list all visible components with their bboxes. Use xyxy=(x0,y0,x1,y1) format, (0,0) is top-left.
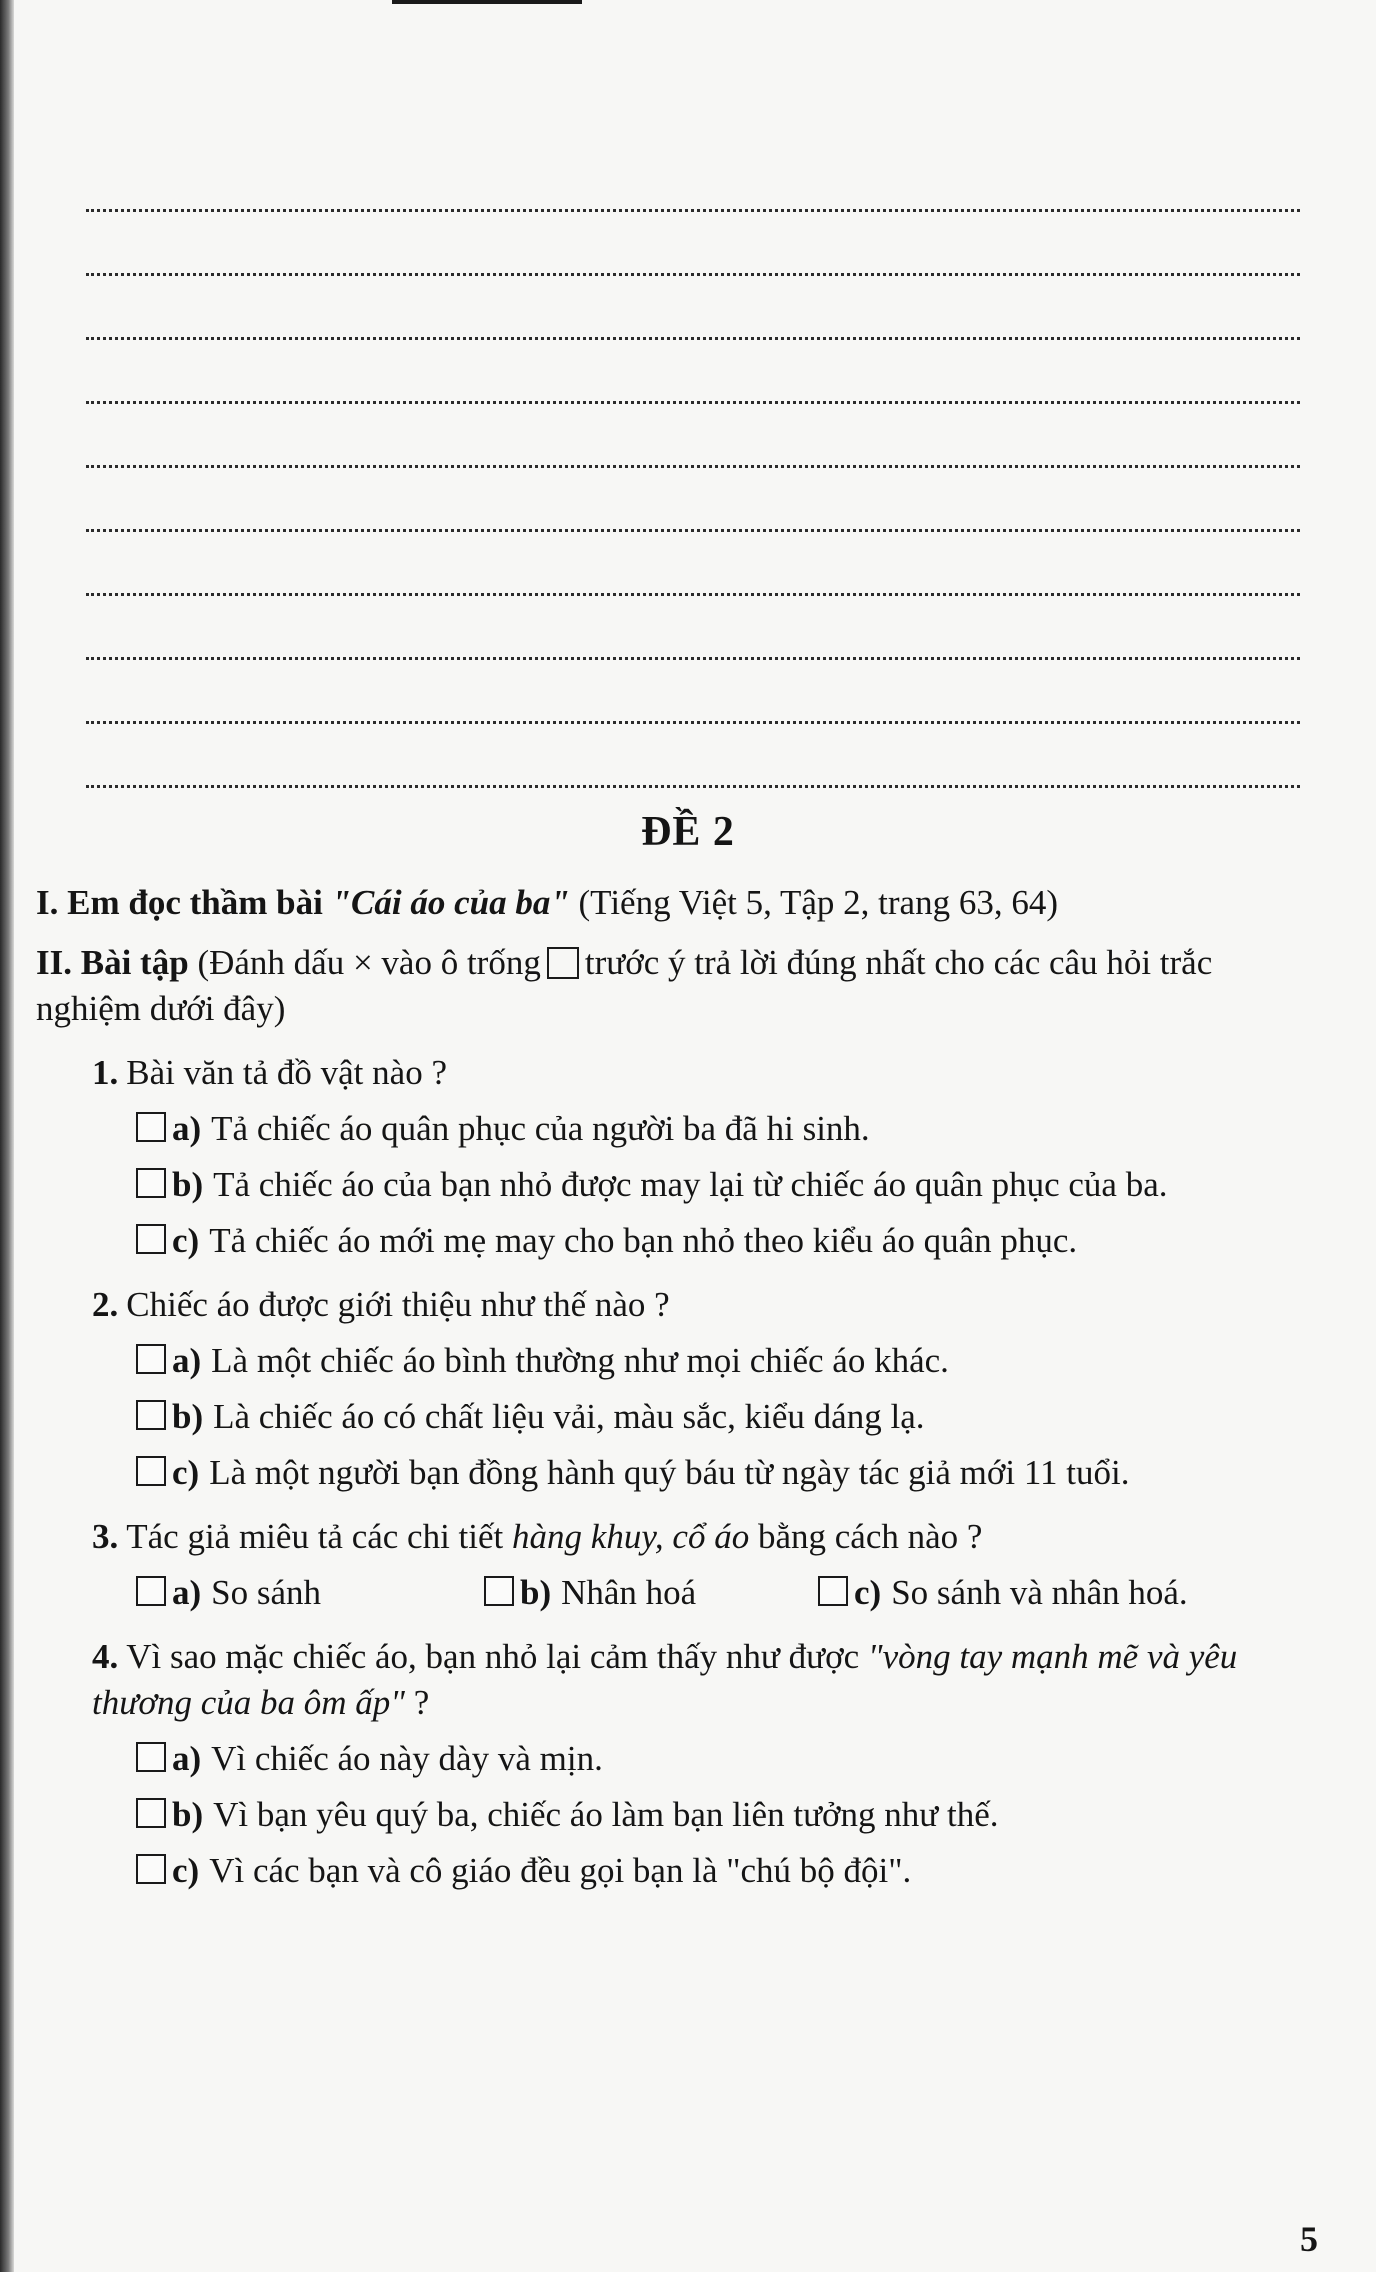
option-letter: c) xyxy=(854,1573,882,1612)
section-1-label: I. Em đọc thầm bài xyxy=(36,883,323,922)
question-text-end: bằng cách nào ? xyxy=(757,1517,983,1556)
option-text: Là chiếc áo có chất liệu vải, màu sắc, kiểu dáng lạ. xyxy=(213,1397,925,1436)
answer-checkbox[interactable] xyxy=(136,1576,166,1606)
answer-line xyxy=(86,596,1300,660)
option-4c xyxy=(136,1848,1316,1894)
answer-checkbox[interactable] xyxy=(136,1224,166,1254)
option-letter: c) xyxy=(172,1221,200,1260)
page-edge xyxy=(0,0,14,2272)
answer-line xyxy=(86,468,1300,532)
answer-lines xyxy=(86,148,1300,788)
answer-line xyxy=(86,276,1300,340)
option-letter: a) xyxy=(172,1109,202,1148)
option-text: Vì các bạn và cô giáo đều gọi bạn là "chú bộ đội". xyxy=(209,1851,912,1890)
option-2b xyxy=(136,1394,1316,1440)
option-text: Là một chiếc áo bình thường như mọi chiếc áo khác. xyxy=(211,1341,949,1380)
question-emphasis: hàng khuy, cổ áo xyxy=(512,1517,750,1556)
option-text: Nhân hoá xyxy=(561,1573,697,1612)
option-letter: b) xyxy=(520,1573,552,1612)
option-text: Tả chiếc áo quân phục của người ba đã hi sinh. xyxy=(211,1109,870,1148)
option-letter: b) xyxy=(172,1165,204,1204)
option-letter: a) xyxy=(172,1573,202,1612)
exam-content xyxy=(36,880,1316,1904)
answer-checkbox[interactable] xyxy=(136,1112,166,1142)
question-2 xyxy=(92,1282,1316,1328)
question-emphasis: "vòng tay mạnh mẽ và yêu thương của ba ôm ấp" xyxy=(92,1637,1238,1722)
answer-line xyxy=(86,724,1300,788)
question-text: Tác giả miêu tả các chi tiết xyxy=(126,1517,504,1556)
question-1 xyxy=(92,1050,1316,1096)
option-4b xyxy=(136,1792,1316,1838)
section-1 xyxy=(36,880,1316,926)
option-1a xyxy=(136,1106,1316,1152)
question-number: 4. xyxy=(92,1637,119,1676)
question-number: 2. xyxy=(92,1285,119,1324)
option-letter: b) xyxy=(172,1397,204,1436)
section-2-label: II. Bài tập xyxy=(36,943,189,982)
option-row-3 xyxy=(136,1570,1316,1616)
answer-checkbox[interactable] xyxy=(818,1576,848,1606)
answer-checkbox[interactable] xyxy=(136,1742,166,1772)
reading-source: (Tiếng Việt 5, Tập 2, trang 63, 64) xyxy=(578,883,1058,922)
question-3 xyxy=(92,1514,1316,1560)
option-1c xyxy=(136,1218,1316,1264)
answer-checkbox[interactable] xyxy=(136,1798,166,1828)
answer-checkbox[interactable] xyxy=(136,1456,166,1486)
answer-checkbox[interactable] xyxy=(136,1344,166,1374)
answer-checkbox[interactable] xyxy=(136,1168,166,1198)
option-letter: c) xyxy=(172,1453,200,1492)
option-3c xyxy=(818,1570,1188,1616)
question-text: Bài văn tả đồ vật nào ? xyxy=(126,1053,447,1092)
option-text: So sánh xyxy=(211,1573,322,1612)
answer-line xyxy=(86,532,1300,596)
option-text: Vì bạn yêu quý ba, chiếc áo làm bạn liên tưởng như thế. xyxy=(213,1795,999,1834)
top-rule xyxy=(392,0,582,4)
option-1b xyxy=(136,1162,1316,1208)
section-2 xyxy=(36,940,1316,1032)
option-letter: c) xyxy=(172,1851,200,1890)
option-3b xyxy=(484,1570,818,1616)
question-text: Chiếc áo được giới thiệu như thế nào ? xyxy=(126,1285,670,1324)
option-letter: a) xyxy=(172,1739,202,1778)
answer-checkbox[interactable] xyxy=(136,1400,166,1430)
answer-line xyxy=(86,212,1300,276)
option-3a xyxy=(136,1570,484,1616)
instruction-part-a: (Đánh dấu × vào ô trống xyxy=(197,943,541,982)
option-4a xyxy=(136,1736,1316,1782)
option-text: Tả chiếc áo của bạn nhỏ được may lại từ chiếc áo quân phục của ba. xyxy=(213,1165,1168,1204)
option-text: Tả chiếc áo mới mẹ may cho bạn nhỏ theo kiểu áo quân phục. xyxy=(209,1221,1078,1260)
question-text: Vì sao mặc chiếc áo, bạn nhỏ lại cảm thấy như được xyxy=(126,1637,860,1676)
option-letter: a) xyxy=(172,1341,202,1380)
option-text: So sánh và nhân hoá. xyxy=(891,1573,1188,1612)
answer-line xyxy=(86,340,1300,404)
answer-line xyxy=(86,148,1300,212)
answer-line xyxy=(86,660,1300,724)
option-2c xyxy=(136,1450,1316,1496)
option-letter: b) xyxy=(172,1795,204,1834)
page-number: 5 xyxy=(1300,2219,1318,2259)
option-2a xyxy=(136,1338,1316,1384)
option-text: Là một người bạn đồng hành quý báu từ ngày tác giả mới 11 tuổi. xyxy=(209,1453,1130,1492)
reading-title: "Cái áo của ba" xyxy=(331,883,570,922)
checkbox-sample xyxy=(547,947,579,979)
question-4 xyxy=(92,1634,1316,1726)
exam-title: ĐỀ 2 xyxy=(641,809,735,855)
question-text-end: ? xyxy=(413,1683,430,1722)
answer-checkbox[interactable] xyxy=(484,1576,514,1606)
option-text: Vì chiếc áo này dày và mịn. xyxy=(211,1739,603,1778)
question-number: 3. xyxy=(92,1517,119,1556)
answer-checkbox[interactable] xyxy=(136,1854,166,1884)
instruction-part-b: trước ý trả lời đúng nhất cho các câu hỏi trắc nghiệm dưới đây) xyxy=(36,943,1213,1028)
answer-line xyxy=(86,404,1300,468)
question-number: 1. xyxy=(92,1053,119,1092)
